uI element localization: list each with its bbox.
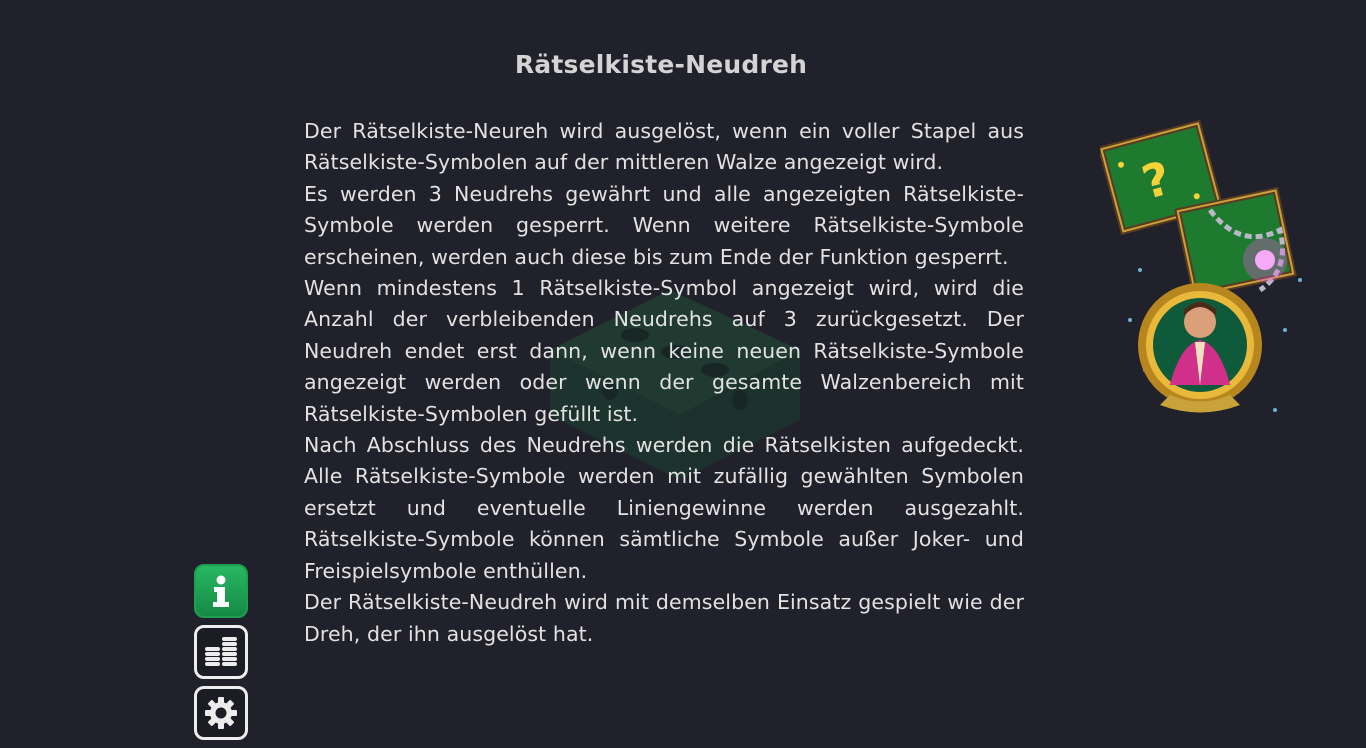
info-button[interactable]	[194, 564, 248, 618]
svg-text:?: ?	[1136, 150, 1177, 210]
side-menu	[194, 564, 254, 747]
coins-icon	[204, 637, 238, 667]
gear-icon	[204, 696, 238, 730]
rules-text	[304, 116, 1024, 650]
rules-paragraph: Der Rätselkiste-Neudreh wird mit demselben Einsatz gespielt wie der Dreh, der ihn ausgelöst hat.	[304, 590, 1024, 646]
rules-paragraph: Wenn mindestens 1 Rätselkiste-Symbol angezeigt wird, wird die Anzahl der verbleibenden Neudrehs auf 3 zurückgesetzt. Der Neudreh endet erst dann, wenn keine neuen Rätselkiste-Symbole angezeigt werden oder wenn der gesamte Walzenbereich mit Rätselkiste-Symbolen gefüllt ist.	[304, 276, 1024, 426]
rules-paragraph: Es werden 3 Neudrehs gewährt und alle angezeigten Rätselkiste-Symbole werden gesperrt. Wenn weitere Rätselkiste-Symbole erscheinen, werden auch diese bis zum Ende der Funktion gesperrt.	[304, 181, 1024, 269]
rules-paragraph: Nach Abschluss des Neudrehs werden die Rätselkisten aufgedeckt. Alle Rätselkiste-Symbole werden mit zufällig gewählten Symbolen ersetzt und eventuelle Liniengewinne werden ausgezahlt. Rätselkiste-Symbole können sämtliche Symbole außer Joker- und Freispielsymbole enthüllen.	[304, 433, 1024, 583]
bet-settings-button[interactable]	[194, 625, 248, 679]
page-title: Rätselkiste-Neudreh	[514, 50, 808, 79]
mystery-box-magician-icon	[1100, 120, 1320, 440]
rules-paragraph: Der Rätselkiste-Neureh wird ausgelöst, wenn ein voller Stapel aus Rätselkiste-Symbolen auf der mittleren Walze angezeigt wird.	[304, 119, 1024, 175]
settings-button[interactable]	[194, 686, 248, 740]
info-icon	[206, 574, 236, 608]
